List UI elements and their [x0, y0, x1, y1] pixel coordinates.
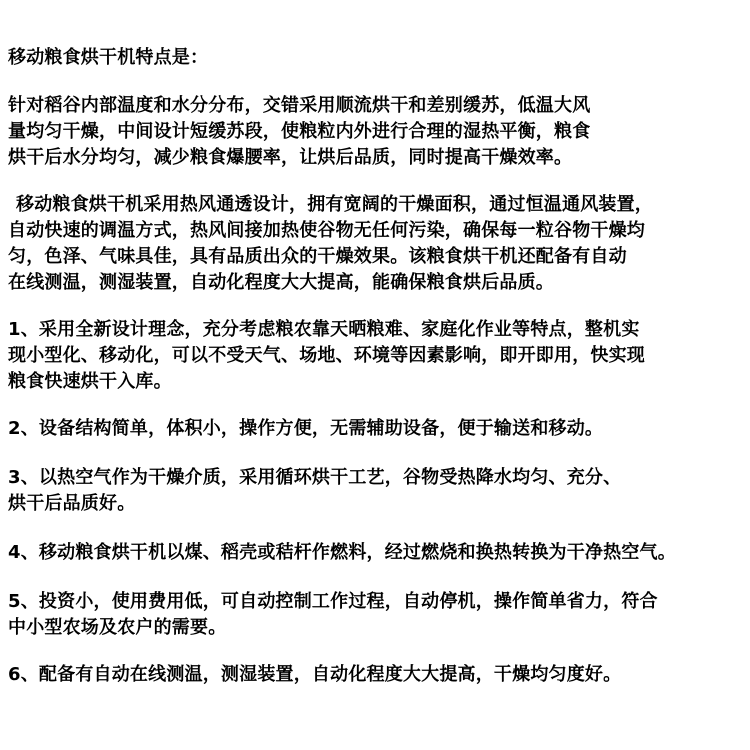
feature-1-line-3: 粮食快速烘干入库。: [8, 371, 172, 392]
intro-line-1: 针对稻谷内部温度和水分分布，交错采用顺流烘干和差别缓苏，低温大风: [8, 95, 591, 116]
design-line-2: 自动快速的调温方式，热风间接加热使谷物无任何污染，确保每一粒谷物干燥均: [8, 220, 645, 241]
feature-5-line-2: 中小型农场及农户的需要。: [8, 617, 227, 638]
intro-line-2: 量均匀干燥，中间设计短缓苏段，使粮粒内外进行合理的湿热平衡，粮食: [8, 121, 591, 142]
feature-1-line-1: 1、采用全新设计理念，充分考虑粮农靠天晒粮难、家庭化作业等特点，整机实: [8, 319, 640, 340]
feature-6-line-1: 6、配备有自动在线测温，测湿装置，自动化程度大大提高，干燥均匀度好。: [8, 664, 622, 685]
feature-3-line-1: 3、以热空气作为干燥介质，采用循环烘干工艺，谷物受热降水均匀、充分、: [8, 467, 622, 488]
design-line-1: 移动粮食烘干机采用热风通透设计，拥有宽阔的干燥面积，通过恒温通风装置，: [16, 194, 653, 215]
design-line-4: 在线测温，测湿装置，自动化程度大大提高，能确保粮食烘后品质。: [8, 272, 554, 293]
page-title: 移动粮食烘干机特点是：: [8, 47, 209, 68]
feature-1-line-2: 现小型化、移动化，可以不受天气、场地、环境等因素影响，即开即用，快实现: [8, 345, 645, 366]
feature-5-line-1: 5、投资小，使用费用低，可自动控制工作过程，自动停机，操作简单省力，符合: [8, 591, 658, 612]
feature-4-line-1: 4、移动粮食烘干机以煤、稻壳或秸杆作燃料，经过燃烧和换热转换为干净热空气。: [8, 542, 676, 563]
design-line-3: 匀，色泽、气味具佳，具有品质出众的干燥效果。该粮食烘干机还配备有自动: [8, 246, 627, 267]
feature-3-line-2: 烘干后品质好。: [8, 493, 136, 514]
feature-2-line-1: 2、设备结构简单，体积小，操作方便，无需辅助设备，便于输送和移动。: [8, 418, 604, 439]
intro-line-3: 烘干后水分均匀，减少粮食爆腰率，让烘后品质，同时提高干燥效率。: [8, 147, 573, 168]
